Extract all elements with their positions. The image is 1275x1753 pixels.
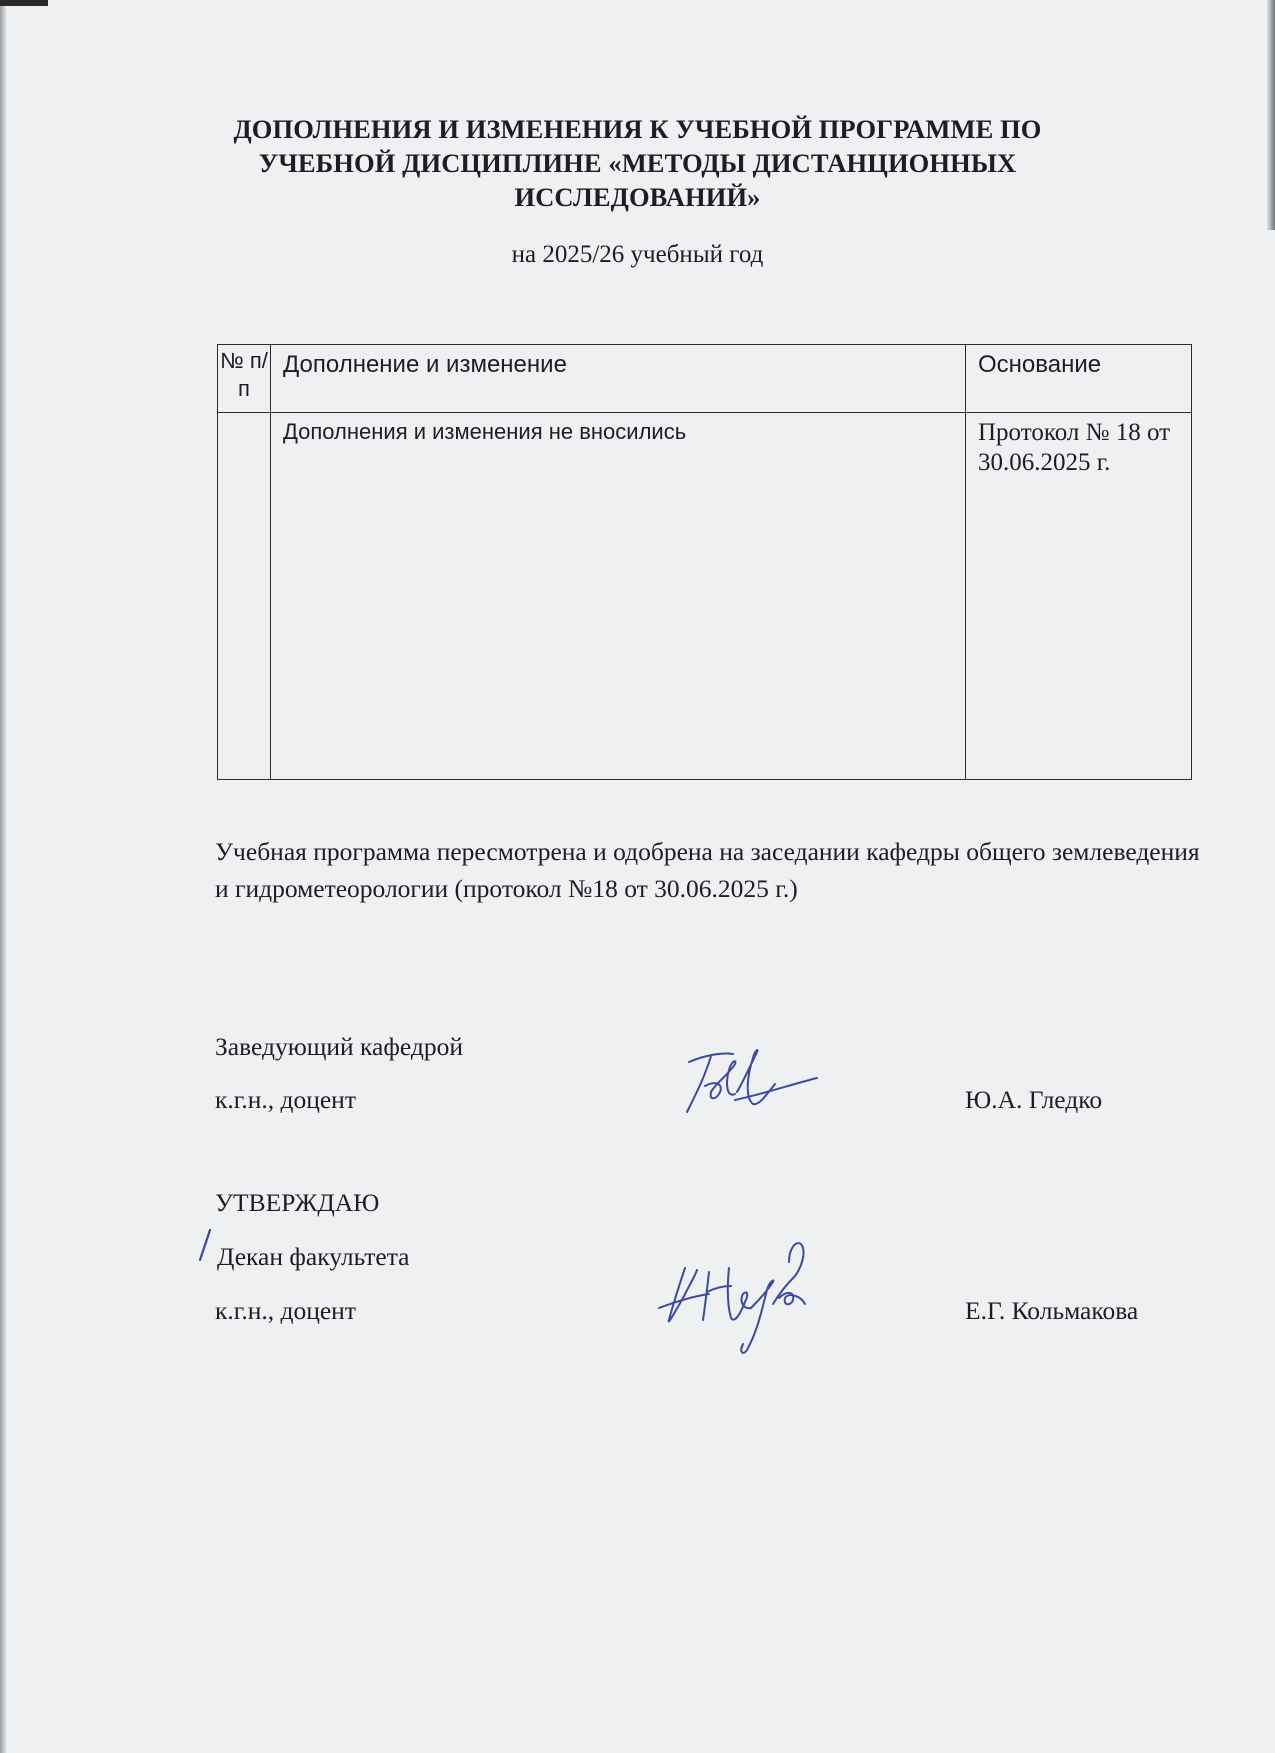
head-name: Ю.А. Гледко — [965, 1085, 1103, 1114]
scan-edge-top — [0, 0, 48, 6]
table-header-row — [218, 345, 1192, 413]
approve-position: Декан факультета — [217, 1242, 410, 1271]
approve-name: Е.Г. Кольмакова — [965, 1296, 1139, 1325]
scan-edge-left — [0, 0, 6, 1753]
row-num — [218, 413, 271, 780]
header-change: Дополнение и изменение — [271, 345, 966, 413]
academic-year: на 2025/26 учебный год — [511, 241, 764, 268]
header-basis: Основание — [966, 345, 1192, 413]
row-basis: Протокол № 18 от 30.06.2025 г. — [966, 413, 1192, 780]
head-position: Заведующий кафедрой — [215, 1032, 463, 1061]
table-row — [218, 413, 1192, 780]
document-title: ДОПОЛНЕНИЯ И ИЗМЕНЕНИЯ К УЧЕБНОЙ ПРОГРАММЕ ПО УЧЕБНОЙ ДИСЦИПЛИНЕ «МЕТОДЫ ДИСТАНЦИОННЫХ ИССЛЕДОВАНИЙ» — [233, 114, 1042, 212]
approve-heading: УТВЕРЖДАЮ — [215, 1188, 380, 1217]
signature-head — [675, 1040, 825, 1130]
approve-degree: к.г.н., доцент — [215, 1296, 356, 1325]
approval-paragraph: Учебная программа пересмотрена и одобрена на заседании кафедры общего землеведения и гидрометеорологии (протокол №18 от 30.06.2025 г.) — [215, 837, 1200, 903]
header-num: № п/п — [218, 345, 271, 413]
signature-dean — [655, 1232, 845, 1362]
changes-table — [217, 344, 1192, 780]
row-change: Дополнения и изменения не вносились — [271, 413, 966, 780]
slash-mark — [196, 1228, 216, 1264]
head-degree: к.г.н., доцент — [215, 1085, 356, 1114]
scan-edge-right — [1267, 0, 1275, 230]
